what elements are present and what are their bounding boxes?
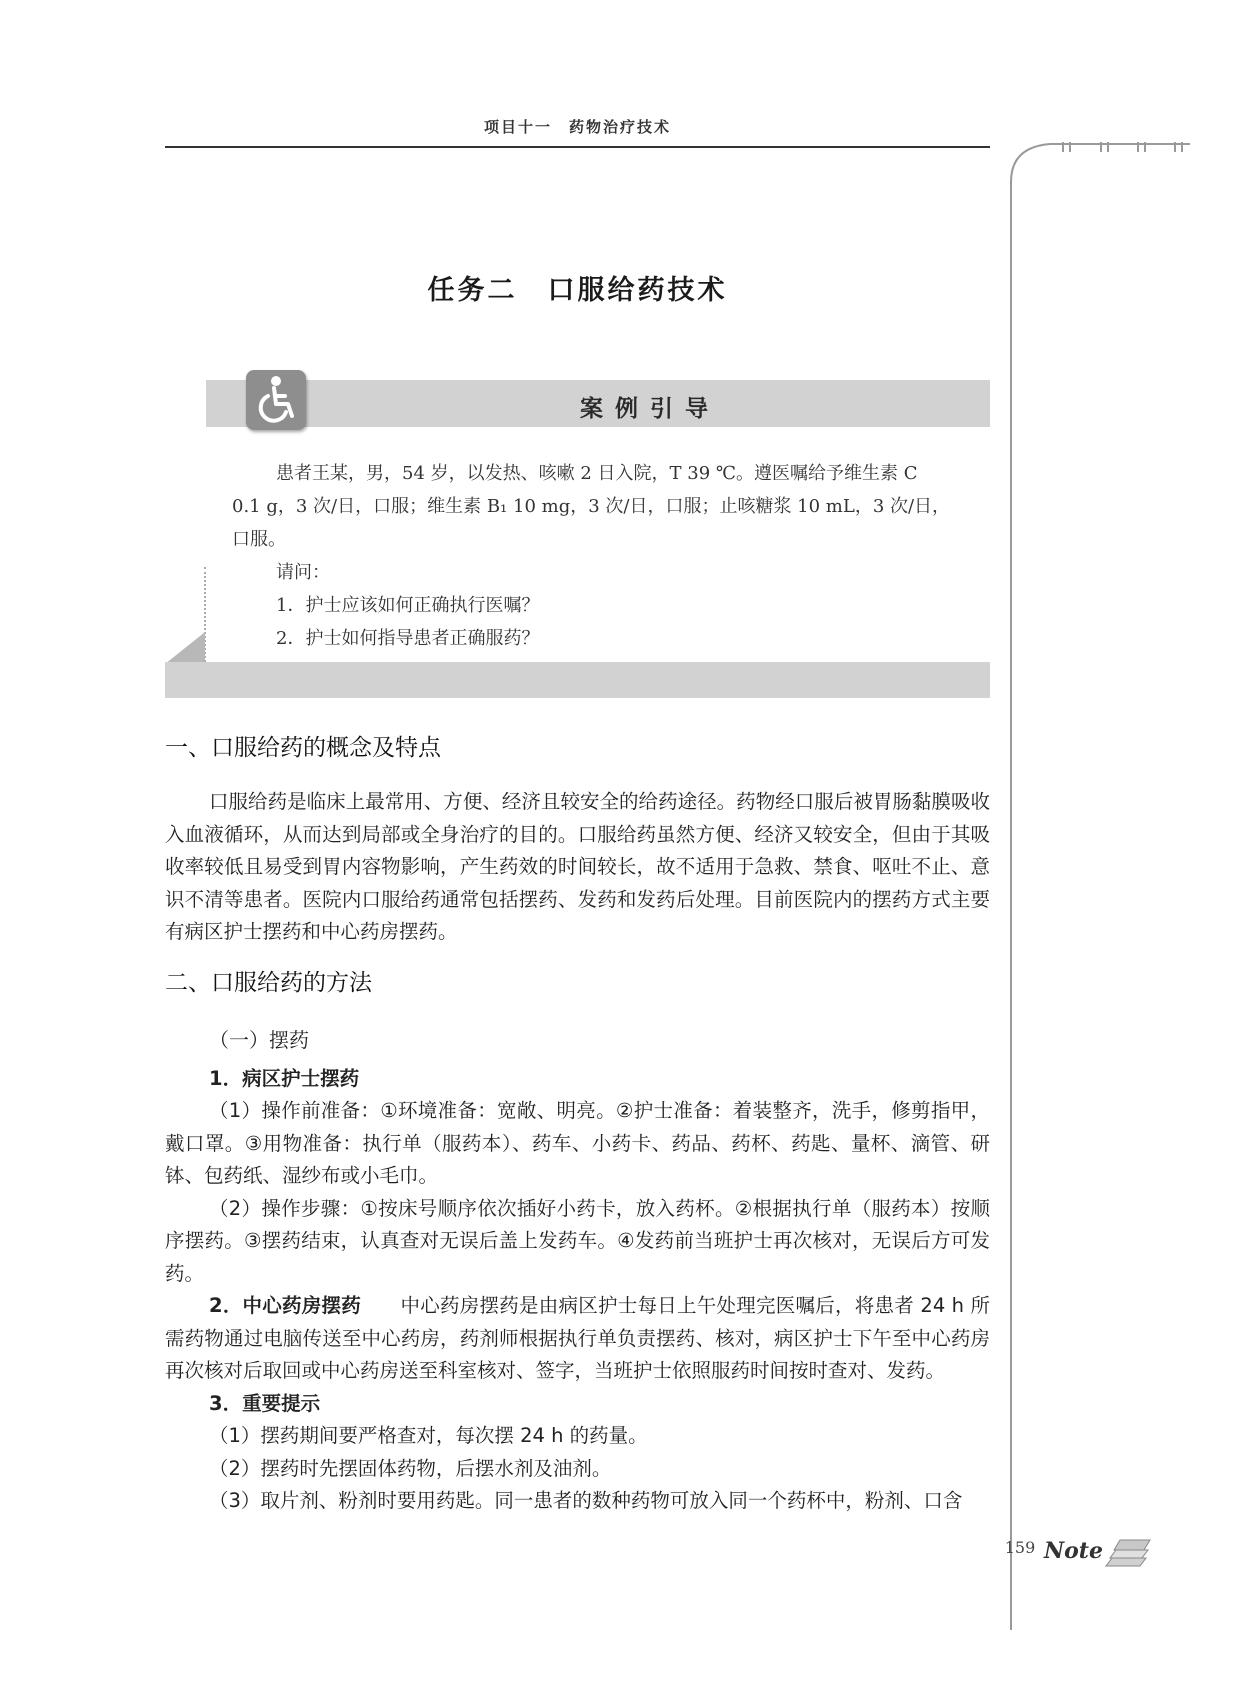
- section-heading: 二、口服给药的方法: [165, 969, 372, 996]
- note-label: Note: [1044, 1538, 1103, 1564]
- header-rule: [165, 146, 990, 148]
- margin-tab-ornament: [1010, 142, 1190, 212]
- section-heading: 一、口服给药的概念及特点: [165, 735, 441, 761]
- case-line: 患者王某，男，54 岁，以发热、咳嗽 2 日入院，T 39 ℃。遵医嘱给予维生素 C: [276, 463, 918, 484]
- subsection-heading: （一）摆药: [209, 1027, 309, 1052]
- paragraph: 口服给药是临床上最常用、方便、经济且较安全的给药途径。药物经口服后被胃肠黏膜吸收入血液循环，从而达到局部或全身治疗的目的。口服给药虽然方便、经济又较安全，但由于其吸收率较低且易受到胃内容物影响，产生药效的时间较长，故不适用于急救、禁食、呕吐不止、意识不清等患者。医院内口服给药通常包括摆药、发药和发药后处理。目前医院内的摆药方式主要有病区护士摆药和中心药房摆药。: [165, 790, 990, 943]
- running-head: 项目十一 药物治疗技术: [483, 118, 671, 136]
- case-question: 1．护士应该如何正确执行医嘱？: [276, 595, 540, 616]
- wheelchair-icon: [246, 370, 306, 430]
- case-question: 2．护士如何指导患者正确服药？: [276, 628, 540, 649]
- note-badge: [1040, 1530, 1160, 1584]
- case-line: 口服。: [232, 529, 286, 550]
- paragraph: [165, 1290, 990, 1388]
- case-description: [232, 457, 982, 655]
- paragraph: （2）操作步骤：①按床号顺序依次插好小药卡，放入药杯。②根据执行单（服药本）按顺序摆药。③摆药结束，认真查对无误后盖上发药车。④发药前当班护士再次核对，无误后方可发药。: [165, 1196, 990, 1285]
- case-heading: 案例引导: [580, 395, 720, 422]
- main-content: [165, 728, 990, 1518]
- case-bottom-bar: [165, 662, 990, 698]
- tip-item: （2）摆药时先摆固体药物，后摆水剂及油剂。: [209, 1456, 612, 1480]
- tip-item: （3）取片剂、粉剂时要用药匙。同一患者的数种药物可放入同一个药杯中，粉剂、口含: [209, 1489, 963, 1512]
- case-line: 0.1 g，3 次/日，口服；维生素 B₁ 10 mg，3 次/日，口服；止咳糖浆 10 mL，3 次/日，: [232, 496, 951, 517]
- item-heading: 2．中心药房摆药: [209, 1294, 362, 1317]
- case-ask: 请问：: [276, 562, 330, 583]
- margin-rule: [1010, 200, 1012, 1630]
- page-title: 任务二 口服给药技术: [427, 275, 728, 306]
- item-heading: 1．病区护士摆药: [209, 1066, 360, 1090]
- item-heading: 3．重要提示: [209, 1391, 321, 1415]
- tip-item: （1）摆药期间要严格查对，每次摆 24 h 的药量。: [209, 1424, 648, 1447]
- paragraph-text: 中心药房摆药是由病区护士每日上午处理完医嘱后，将患者 24 h 所需药物通过电脑传送至中心药房，药剂师根据执行单负责摆药、核对，病区护士下午至中心药房再次核对后取回或中心药房送至科室核对、签字，当班护士依照服药时间按时查对、发药。: [165, 1294, 990, 1382]
- case-corner-decoration: [165, 632, 205, 664]
- paragraph: （1）操作前准备：①环境准备：宽敞、明亮。②护士准备：着装整齐，洗手，修剪指甲，戴口罩。③用物准备：执行单（服药本）、药车、小药卡、药品、药杯、药匙、量杯、滴管、研钵、包药纸、湿纱布或小毛巾。: [165, 1099, 990, 1187]
- page-number: 159: [1004, 1538, 1036, 1557]
